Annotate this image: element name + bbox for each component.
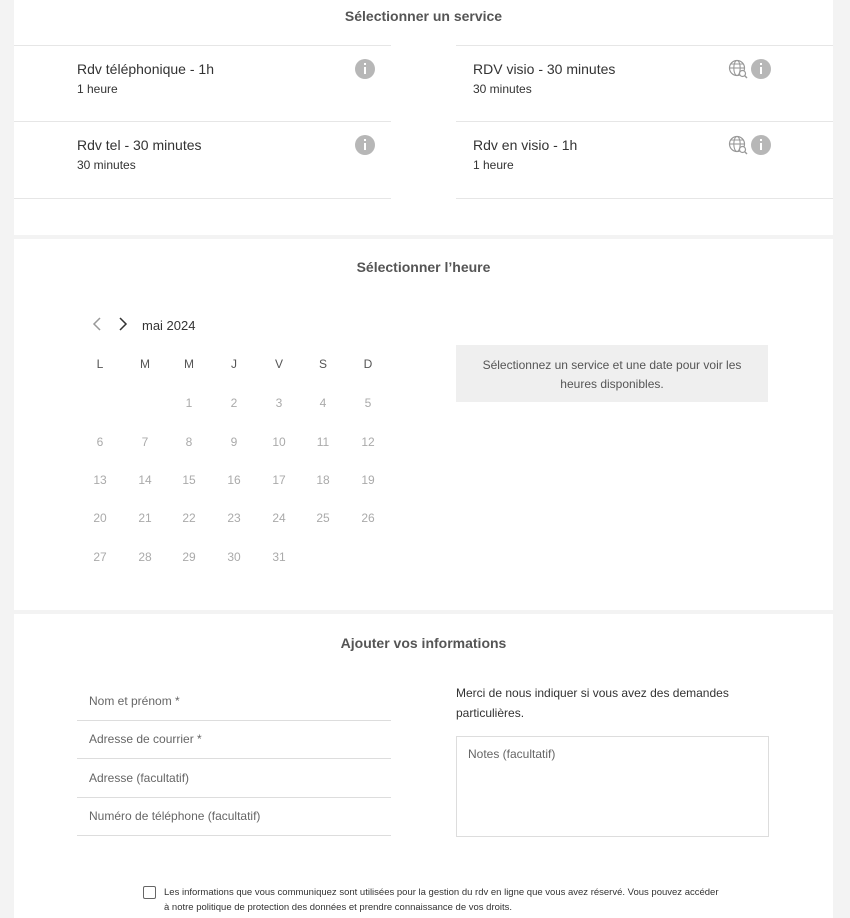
calendar-day[interactable]: 5 [364,396,372,410]
service-name: RDV visio - 30 minutes [473,61,616,77]
weekday-label: V [274,357,283,371]
availability-text: Sélectionnez un service et une date pour voir les heures disponibles. [482,358,742,391]
service-duration: 1 heure [473,158,514,172]
calendar-day[interactable]: 7 [141,435,149,449]
calendar-day[interactable]: 26 [361,511,375,525]
service-duration: 1 heure [77,82,118,96]
calendar-day[interactable]: 3 [275,396,283,410]
calendar-day[interactable]: 24 [272,511,286,525]
calendar-day[interactable]: 2 [230,396,238,410]
calendar-day[interactable]: 13 [93,473,107,487]
service-section [14,0,833,235]
chevron-left-icon[interactable] [90,316,104,332]
address-field[interactable] [77,759,391,798]
calendar-day[interactable]: 8 [185,435,193,449]
calendar-day[interactable]: 22 [182,511,196,525]
service-item-visio-1h[interactable] [456,121,833,198]
name-placeholder: Nom et prénom * [89,694,180,708]
info-icon[interactable] [751,135,771,155]
calendar-day[interactable]: 27 [93,550,107,564]
info-icon[interactable] [355,59,375,79]
chevron-right-icon[interactable] [116,316,130,332]
info-section-title: Ajouter vos informations [340,635,507,651]
weekday-label: M [184,357,194,371]
weekday-label: J [231,357,237,371]
calendar-day[interactable]: 4 [319,396,327,410]
calendar-day[interactable]: 9 [230,435,238,449]
calendar-day[interactable]: 10 [272,435,286,449]
calendar-day[interactable]: 30 [227,550,241,564]
divider [14,198,391,199]
info-icon[interactable] [355,135,375,155]
notes-textarea[interactable] [456,736,769,837]
email-field[interactable] [77,720,391,759]
name-field[interactable] [77,682,391,721]
calendar-day[interactable]: 20 [93,511,107,525]
globe-icon [728,59,748,79]
service-section-title: Sélectionner un service [344,8,503,24]
calendar-day[interactable]: 21 [138,511,152,525]
service-name: Rdv en visio - 1h [473,137,578,153]
service-item-tel-1h[interactable] [14,45,391,122]
consent-checkbox[interactable] [143,886,156,899]
service-name: Rdv tel - 30 minutes [77,137,202,153]
calendar-day[interactable]: 6 [96,435,104,449]
weekday-label: L [96,357,104,371]
email-placeholder: Adresse de courrier * [89,732,202,746]
phone-placeholder: Numéro de téléphone (facultatif) [89,809,261,823]
calendar-day[interactable]: 25 [316,511,330,525]
calendar-day[interactable]: 14 [138,473,152,487]
calendar-day[interactable]: 19 [361,473,375,487]
divider [456,198,833,199]
service-item-visio-30[interactable] [456,45,833,122]
address-placeholder: Adresse (facultatif) [89,771,190,785]
service-duration: 30 minutes [77,158,136,172]
calendar-day[interactable]: 11 [316,435,330,449]
calendar-day[interactable]: 15 [182,473,196,487]
calendar-day[interactable]: 18 [316,473,330,487]
service-item-tel-30[interactable] [14,121,391,198]
calendar-day[interactable]: 31 [272,550,286,564]
info-section [14,614,833,918]
weekday-label: S [318,357,327,371]
calendar-day[interactable]: 1 [185,396,193,410]
notes-placeholder: Notes (facultatif) [468,747,556,761]
service-name: Rdv téléphonique - 1h [77,61,214,77]
weekday-label: M [140,357,150,371]
month-label: mai 2024 [142,318,196,333]
service-duration: 30 minutes [473,82,532,96]
notes-prompt: Merci de nous indiquer si vous avez des demandes particulières. [456,686,729,720]
weekday-label: D [363,357,373,371]
calendar-day[interactable]: 17 [272,473,286,487]
calendar-day[interactable]: 29 [182,550,196,564]
globe-icon [728,135,748,155]
consent-text: Les informations que vous communiquez sont utilisées pour la gestion du rdv en ligne que vous avez réservé. Vous pouvez accéder à notre politique de protection des données et prendre connaissance de vos droits. [164,887,719,913]
info-icon[interactable] [751,59,771,79]
availability-message [456,345,768,402]
time-section-title: Sélectionner l’heure [356,259,491,275]
phone-field[interactable] [77,797,391,836]
time-section [14,239,833,610]
calendar-day[interactable]: 12 [361,435,375,449]
calendar-day[interactable]: 28 [138,550,152,564]
calendar-day[interactable]: 16 [227,473,241,487]
calendar-day[interactable]: 23 [227,511,241,525]
